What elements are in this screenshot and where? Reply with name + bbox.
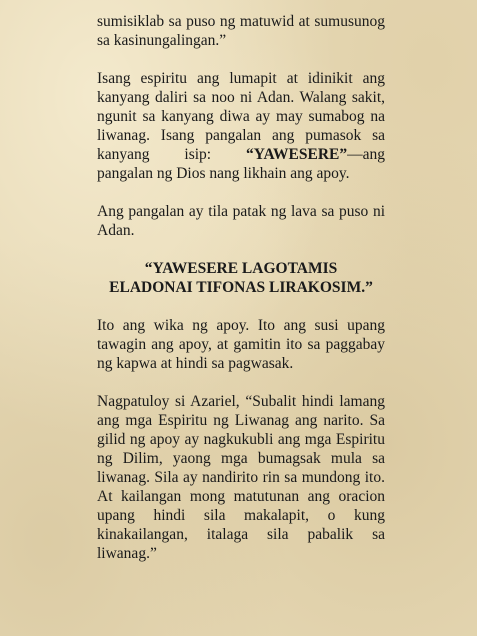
text-line: Isang espiritu ang lumapit at idinikit ang bbox=[97, 70, 385, 87]
text-line: tawagin ang apoy, at gamitin ito sa paggabay bbox=[97, 336, 385, 353]
text-line: ngunit sa kanyang diwa ay may sumabog na bbox=[97, 108, 385, 125]
text-line: kinakailangan, italaga sila pabalik sa bbox=[97, 526, 385, 543]
paragraph-1 bbox=[97, 12, 385, 50]
text-line: At kailangan mong matutunan ang oracion bbox=[97, 488, 385, 505]
text-line: ang mga Espiritu ng Liwanag ang narito. Sa bbox=[97, 412, 385, 429]
text-line: upang hindi sila makalapit, o kung bbox=[97, 507, 385, 524]
heading-line: “YAWESERE LAGOTAMIS bbox=[144, 260, 338, 277]
paragraph-3 bbox=[97, 202, 385, 240]
text-line: kanyang daliri sa noo ni Adan. Walang sakit, bbox=[97, 89, 385, 106]
paragraph-2 bbox=[97, 69, 385, 183]
text-line: sumisiklab sa puso ng matuwid at sumusunog bbox=[97, 13, 385, 30]
incantation-heading bbox=[97, 259, 385, 297]
text-line: ng Dilim, yaong mga bumagsak mula sa bbox=[97, 450, 385, 467]
text-line: ng kapwa at hindi sa pagwasak. bbox=[97, 355, 294, 372]
heading-line: ELADONAI TIFONAS LIRAKOSIM.” bbox=[109, 279, 373, 296]
fire-name-bold: “YAWESERE” bbox=[246, 146, 348, 163]
text-line: Adan. bbox=[97, 222, 135, 239]
text-line: sa kasinungalingan.” bbox=[97, 32, 227, 49]
paragraph-5 bbox=[97, 392, 385, 563]
text-line: liwanag.” bbox=[97, 545, 157, 562]
text-line: Ito ang wika ng apoy. Ito ang susi upang bbox=[97, 317, 385, 334]
text-line-with-name bbox=[97, 145, 385, 164]
text-segment: —ang bbox=[347, 146, 385, 163]
paragraph-4 bbox=[97, 316, 385, 373]
text-line: liwanag. Sila ay nandirito rin sa mundong ito. bbox=[97, 469, 385, 486]
text-line: gilid ng apoy ay nagkukubli ang mga Espiritu bbox=[97, 431, 385, 448]
text-segment: kanyang isip: bbox=[97, 146, 212, 163]
text-line: liwanag. Isang pangalan ang pumasok sa bbox=[97, 127, 385, 144]
text-line: Ang pangalan ay tila patak ng lava sa puso ni bbox=[97, 203, 385, 220]
text-line: pangalan ng Dios nang likhain ang apoy. bbox=[97, 165, 350, 182]
book-page bbox=[97, 12, 385, 582]
text-line: Nagpatuloy si Azariel, “Subalit hindi lamang bbox=[97, 393, 385, 410]
